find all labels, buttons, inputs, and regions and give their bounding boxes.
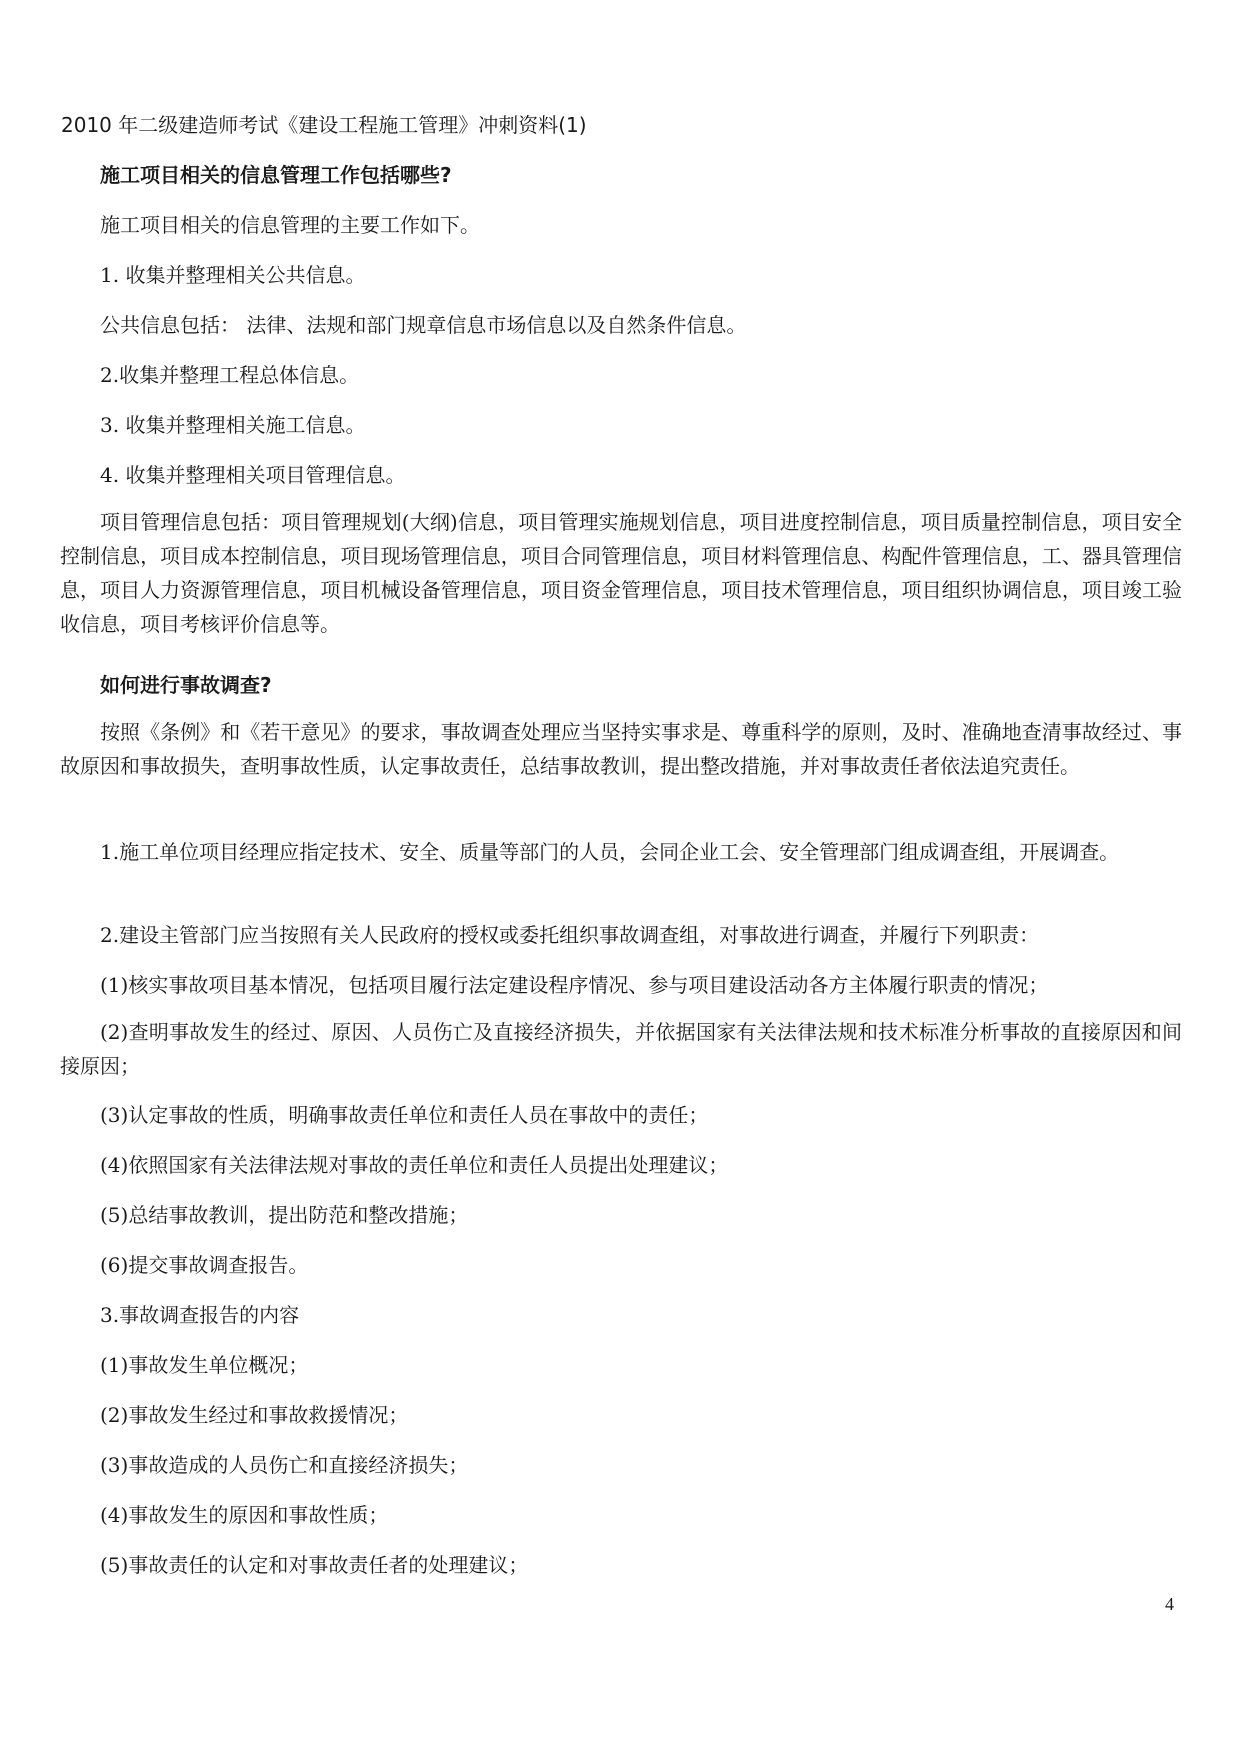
list-item-2: 2.收集并整理工程总体信息。 xyxy=(100,363,360,387)
document-title: 2010 年二级建造师考试《建设工程施工管理》冲刺资料(1) xyxy=(61,113,587,137)
duty-item-3: (3)认定事故的性质，明确事故责任单位和责任人员在事故中的责任； xyxy=(100,1103,709,1127)
paragraph-project-management-info: 项目管理信息包括：项目管理规划(大纲)信息，项目管理实施规划信息，项目进度控制信息，项目质量控制信息，项目安全控制信息，项目成本控制信息，项目现场管理信息，项目合同管理信息，项目材料管理信息、构配件管理信息，工、器具管理信息，项目人力资源管理信息，项目机械设备管理信息，项目资金管理信息，项目技术管理信息，项目组织协调信息，项目竣工验收信息，项目考核评价信息等。 xyxy=(60,510,1182,636)
duty-item-6: (6)提交事故调查报告。 xyxy=(100,1253,309,1277)
list-item-1-detail: 公共信息包括： 法律、法规和部门规章信息市场信息以及自然条件信息。 xyxy=(100,313,747,337)
section-heading-info-management: 施工项目相关的信息管理工作包括哪些? xyxy=(100,163,452,187)
paragraph-intro: 施工项目相关的信息管理的主要工作如下。 xyxy=(100,213,480,237)
paragraph-point-3: 3.事故调查报告的内容 xyxy=(100,1303,300,1327)
paragraph-point-2: 2.建设主管部门应当按照有关人民政府的授权或委托组织事故调查组，对事故进行调查，并履行下列职责： xyxy=(100,923,1040,947)
section-heading-accident-investigation: 如何进行事故调查? xyxy=(100,673,272,697)
duty-item-5: (5)总结事故教训，提出防范和整改措施； xyxy=(100,1203,469,1227)
report-item-5: (5)事故责任的认定和对事故责任者的处理建议； xyxy=(100,1553,529,1577)
report-item-1: (1)事故发生单位概况； xyxy=(100,1353,309,1377)
report-item-4: (4)事故发生的原因和事故性质； xyxy=(100,1503,389,1527)
list-item-1: 1. 收集并整理相关公共信息。 xyxy=(100,263,366,287)
paragraph-point-1: 1.施工单位项目经理应指定技术、安全、质量等部门的人员，会同企业工会、安全管理部门组成调查组，开展调查。 xyxy=(100,840,1120,864)
page-number: 4 xyxy=(1165,1594,1174,1614)
paragraph-investigation-principles: 按照《条例》和《若干意见》的要求，事故调查处理应当坚持实事求是、尊重科学的原则，及时、准确地查清事故经过、事故原因和事故损失，查明事故性质，认定事故责任，总结事故教训，提出整改措施，并对事故责任者依法追究责任。 xyxy=(60,720,1182,778)
duty-item-4: (4)依照国家有关法律法规对事故的责任单位和责任人员提出处理建议； xyxy=(100,1153,729,1177)
duty-item-2: (2)查明事故发生的经过、原因、人员伤亡及直接经济损失，并依据国家有关法律法规和技术标准分析事故的直接原因和间接原因； xyxy=(60,1020,1182,1078)
report-item-3: (3)事故造成的人员伤亡和直接经济损失； xyxy=(100,1453,469,1477)
list-item-4: 4. 收集并整理相关项目管理信息。 xyxy=(100,463,406,487)
duty-item-1: (1)核实事故项目基本情况，包括项目履行法定建设程序情况、参与项目建设活动各方主体履行职责的情况； xyxy=(100,973,1049,997)
report-item-2: (2)事故发生经过和事故救援情况； xyxy=(100,1403,409,1427)
list-item-3: 3. 收集并整理相关施工信息。 xyxy=(100,413,366,437)
